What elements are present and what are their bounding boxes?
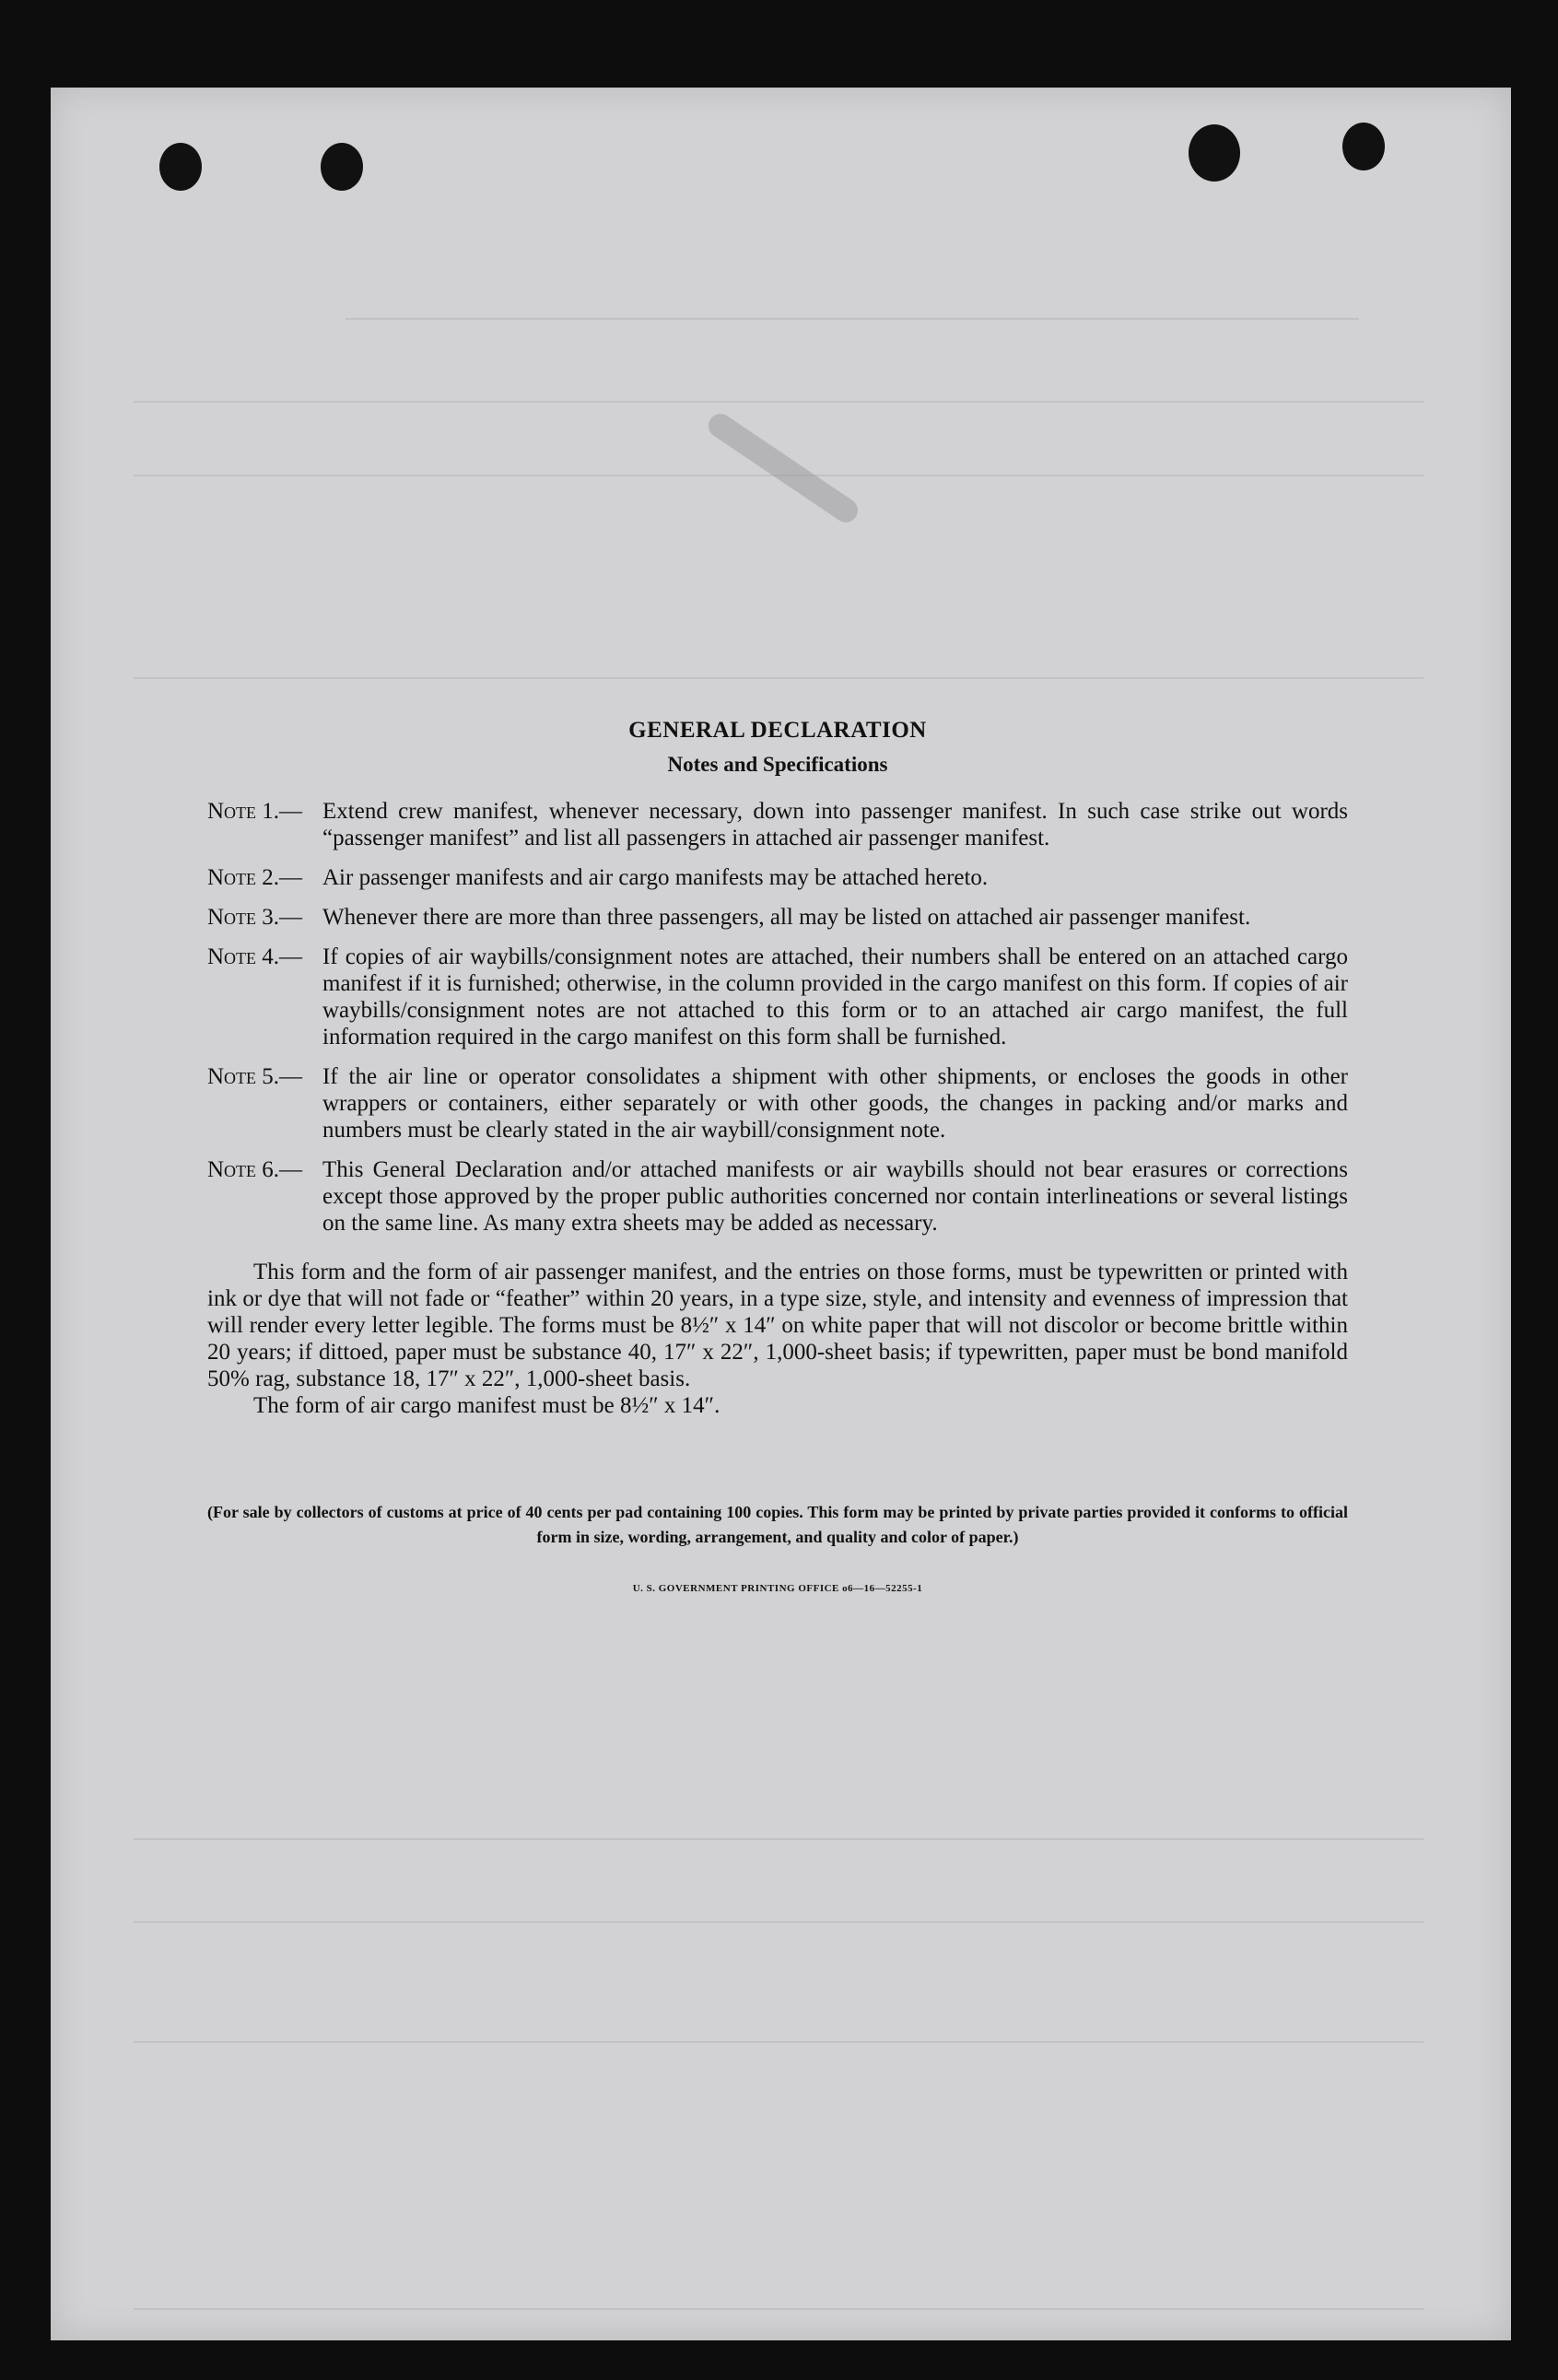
note-text: Whenever there are more than three passengers, all may be listed on attached air passenger manifest. (322, 905, 1251, 930)
note-label: Note 3.— (207, 905, 303, 930)
document-page (51, 88, 1511, 2340)
punch-hole-left-1 (159, 143, 202, 191)
bleed-through-line (134, 2041, 1423, 2043)
note-label: Note 5.— (207, 1064, 303, 1089)
specification-paragraph: This form and the form of air passenger manifest, and the entries on those forms, must be typewritten or printed with ink or dye that will not fade or “feather” within 20 years, in a type size, style, and intensity and evenness of impression that will render every letter legible. The forms must be 8½″ x 14″ on white paper that will not discolor or become brittle within 20 years; if dittoed, paper must be substance 40, 17″ x 22″, 1,000-sheet basis; if typewritten, paper must be bond manifold 50% rag, substance 18, 17″ x 22″, 1,000-sheet basis. (207, 1260, 1348, 1391)
note-text: This General Declaration and/or attached manifests or air waybills should not bear erasures or corrections except those approved by the proper public authorities concerned nor contain interlineations or several listings on the same line. As many extra sheets may be added as necessary. (322, 1157, 1348, 1236)
note-4 (207, 944, 1348, 1050)
bleed-through-line (134, 1921, 1423, 1923)
punch-hole-right-2 (1342, 123, 1385, 170)
note-label: Note 1.— (207, 799, 303, 824)
note-text: If the air line or operator consolidates a shipment with other shipments, or encloses the goods in other wrappers or containers, either separately or with other goods, the changes in packing and/or marks and numbers must be clearly stated in the air waybill/consignment note. (322, 1064, 1348, 1143)
punch-hole-right-1 (1189, 124, 1240, 182)
bleed-through-line (134, 677, 1423, 679)
document-subtitle: Notes and Specifications (667, 753, 888, 776)
document-title: GENERAL DECLARATION (628, 718, 927, 743)
note-2 (207, 864, 1348, 891)
note-text: Air passenger manifests and air cargo manifests may be attached hereto. (322, 865, 989, 890)
note-3 (207, 904, 1348, 931)
declaration-notes (207, 717, 1348, 1602)
punch-hole-left-2 (321, 143, 363, 191)
note-text: If copies of air waybills/consignment notes are attached, their numbers shall be entered on an attached cargo manifest if it is furnished; otherwise, in the column provided in the cargo manifest on this form. If copies of air waybills/consignment notes are not attached to this form or to an attached air cargo manifest, the full information required in the cargo manifest on this form shall be furnished. (322, 944, 1348, 1049)
sale-note: (For sale by collectors of customs at price of 40 cents per pad containing 100 copies. This form may be printed by private parties provided it conforms to official form in size, wording, arrangement, and quality and color of paper.) (207, 1503, 1348, 1546)
ink-stain (704, 409, 862, 527)
note-label: Note 6.— (207, 1157, 303, 1182)
bleed-through-line (346, 318, 1359, 320)
bleed-through-line (134, 2308, 1423, 2310)
bleed-through-line (134, 401, 1423, 403)
note-1 (207, 798, 1348, 851)
bleed-through-line (134, 1838, 1423, 1840)
note-text: Extend crew manifest, whenever necessary, down into passenger manifest. In such case strike out words “passenger manifest” and list all passengers in attached air passenger manifest. (322, 799, 1348, 850)
note-label: Note 4.— (207, 944, 303, 969)
cargo-manifest-size-paragraph: The form of air cargo manifest must be 8½″ x 14″. (253, 1393, 720, 1418)
note-6 (207, 1156, 1348, 1237)
printing-office-imprint: U. S. GOVERNMENT PRINTING OFFICE o6—16—52255-1 (632, 1583, 923, 1594)
note-label: Note 2.— (207, 865, 303, 890)
note-5 (207, 1063, 1348, 1143)
